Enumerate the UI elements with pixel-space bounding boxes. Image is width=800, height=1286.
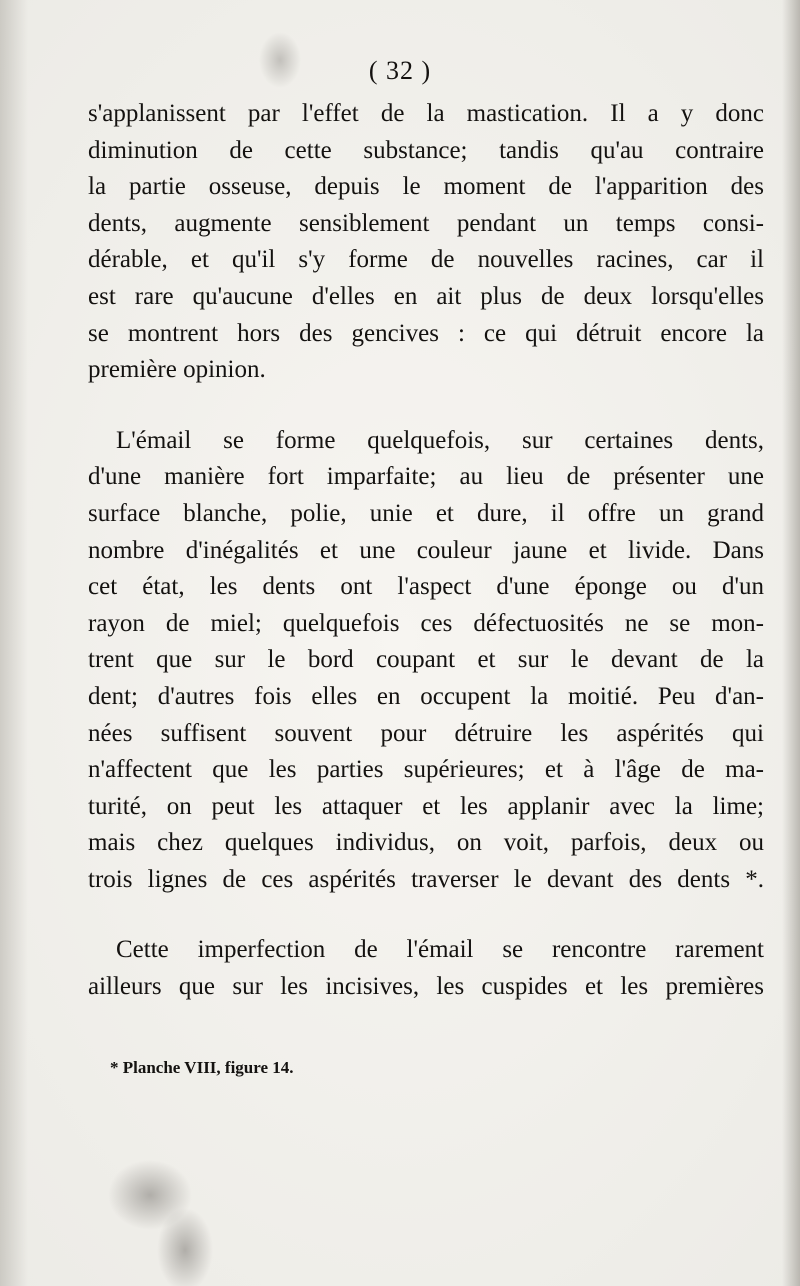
page-number: ( 32 ) xyxy=(368,56,432,85)
page-edge xyxy=(782,0,800,1286)
text-line: n'affectent que les parties supérieures; et à l'âge de ma- xyxy=(88,756,764,784)
footnote: * Planche VIII, figure 14. xyxy=(110,1058,294,1077)
text-line: dérable, et qu'il s'y forme de nouvelles racines, car il xyxy=(88,246,764,274)
text-line: ailleurs que sur les incisives, les cuspides et les premières xyxy=(88,973,764,1001)
text-line: la partie osseuse, depuis le moment de l'apparition des xyxy=(88,173,764,201)
text-line: dent; d'autres fois elles en occupent la moitié. Peu d'an- xyxy=(88,682,764,710)
body-text xyxy=(88,96,764,1006)
text-line: L'émail se forme quelquefois, sur certaines dents, xyxy=(116,426,764,454)
paragraph xyxy=(88,96,764,389)
text-line: d'une manière fort imparfaite; au lieu de présenter une xyxy=(88,463,764,491)
text-line: surface blanche, polie, unie et dure, il offre un grand xyxy=(88,499,764,527)
text-line: dents, augmente sensiblement pendant un temps consi- xyxy=(88,209,764,237)
text-line: nombre d'inégalités et une couleur jaune et livide. Dans xyxy=(88,536,764,564)
paragraph-gap xyxy=(88,389,764,423)
text-line: mais chez quelques individus, on voit, parfois, deux ou xyxy=(88,829,764,857)
gutter-shadow xyxy=(0,0,28,1286)
paragraph xyxy=(88,932,764,1005)
text-line: est rare qu'aucune d'elles en ait plus de deux lorsqu'elles xyxy=(88,282,764,310)
text-line: trois lignes de ces aspérités traverser le devant des dents *. xyxy=(88,865,764,893)
text-line: trent que sur le bord coupant et sur le devant de la xyxy=(88,646,764,674)
text-line: rayon de miel; quelquefois ces défectuosités ne se mon- xyxy=(88,609,764,637)
text-line: se montrent hors des gencives : ce qui détruit encore la xyxy=(88,319,764,347)
text-line: Cette imperfection de l'émail se rencontre rarement xyxy=(116,936,764,964)
text-line: nées suffisent souvent pour détruire les aspérités qui xyxy=(88,719,764,747)
text-line: première opinion. xyxy=(88,356,266,384)
text-line: diminution de cette substance; tandis qu'au contraire xyxy=(88,136,764,164)
text-line: s'applanissent par l'effet de la mastication. Il a y donc xyxy=(88,100,764,127)
paragraph xyxy=(88,423,764,899)
paragraph-gap xyxy=(88,898,764,932)
text-line: turité, on peut les attaquer et les applanir avec la lime; xyxy=(88,792,764,820)
text-line: cet état, les dents ont l'aspect d'une éponge ou d'un xyxy=(88,573,764,601)
